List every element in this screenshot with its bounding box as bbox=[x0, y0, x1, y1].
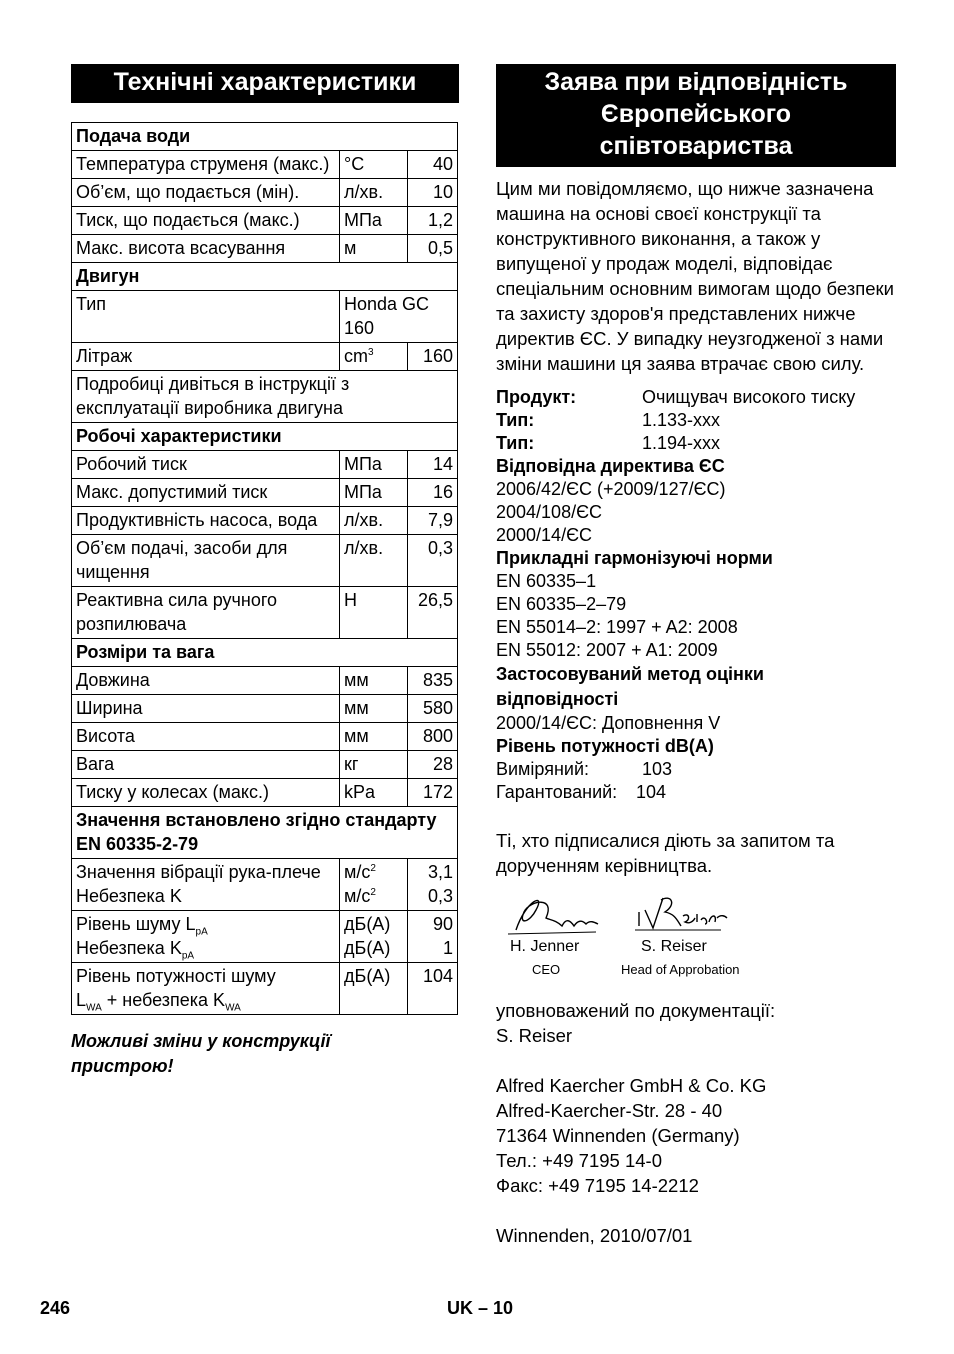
spec-row bbox=[72, 911, 458, 963]
spec-row bbox=[72, 779, 458, 807]
vibration-value: 3,1 bbox=[427, 862, 453, 882]
spec-section-row bbox=[72, 263, 458, 291]
norm-item: EN 55014–2: 1997 + A2: 2008 bbox=[496, 617, 738, 637]
signer2-role: Head of Approbation bbox=[621, 962, 740, 977]
spec-value: 800 bbox=[408, 723, 458, 751]
unit-text: Н bbox=[344, 590, 357, 610]
spec-label: Тиск, що подається (макс.) bbox=[72, 207, 340, 235]
spec-value: 10 bbox=[408, 179, 458, 207]
company-address bbox=[496, 1073, 896, 1198]
unit-text: cm bbox=[344, 346, 368, 366]
signer2-name: S. Reiser bbox=[641, 938, 707, 955]
declaration-intro: Цим ми повідомляємо, що нижче зазначена машина на основі своєї конструкції та конструктивного виконання, а також у випущеної у продаж моделі, відповідає спеціальним основним вимогам щодо безпеки та захисту здоров'я представлених нижче директив ЄС. У випадку неузгодженої з нами зміни машини ця заява втрачає свою силу. bbox=[496, 178, 894, 374]
spec-unit bbox=[340, 451, 408, 479]
spec-unit bbox=[340, 859, 408, 911]
spec-unit bbox=[340, 151, 408, 179]
unit-line: дБ(А) bbox=[344, 914, 391, 934]
address-line: Alfred Kaercher GmbH & Co. KG bbox=[496, 1075, 767, 1096]
spec-section-title: Значення встановлено згідно стандарту EN 60335-2-79 bbox=[72, 807, 458, 859]
spec-value: 0,3 bbox=[408, 535, 458, 587]
spec-row bbox=[72, 207, 458, 235]
label-text: Рівень шуму L bbox=[76, 914, 196, 934]
type-value-2: 1.194-xxx bbox=[642, 433, 721, 453]
spec-section-title: Подача води bbox=[72, 123, 458, 151]
directive-item: 2004/108/ЄС bbox=[496, 502, 603, 522]
spec-section-row bbox=[72, 807, 458, 859]
directive-item: 2000/14/ЄС bbox=[496, 525, 593, 545]
address-line: Факс: +49 7195 14-2212 bbox=[496, 1175, 699, 1196]
norms-heading: Прикладні гармонізуючі норми bbox=[496, 548, 773, 568]
unit-text: мм bbox=[344, 726, 369, 746]
method-heading: Застосовуваний метод оцінки відповідності bbox=[496, 664, 764, 709]
measured-label: Виміряний: bbox=[496, 759, 590, 779]
spec-unit: дБ(А) bbox=[340, 963, 408, 1015]
label-subscript: WA bbox=[225, 1002, 241, 1014]
spec-label: Об’єм подачі, засоби для чищення bbox=[72, 535, 340, 587]
spec-label: Робочий тиск bbox=[72, 451, 340, 479]
norm-item: EN 60335–2–79 bbox=[496, 594, 627, 614]
signers-text: Ті, хто підписалися діють за запитом та дорученням керівництва. bbox=[496, 830, 835, 876]
uncertainty-label: Небезпека K bbox=[76, 886, 182, 906]
spec-value: 160 bbox=[408, 343, 458, 371]
spec-label: Макс. висота всасування bbox=[72, 235, 340, 263]
spec-value: 40 bbox=[408, 151, 458, 179]
unit-text: л/хв. bbox=[344, 510, 384, 530]
spec-label: Тип bbox=[72, 291, 340, 343]
spec-unit bbox=[340, 779, 408, 807]
spec-unit bbox=[340, 507, 408, 535]
signer1-name: H. Jenner bbox=[510, 938, 580, 955]
spec-row bbox=[72, 507, 458, 535]
spec-value bbox=[408, 911, 458, 963]
spec-unit bbox=[340, 911, 408, 963]
label-text: + небезпека K bbox=[101, 990, 226, 1010]
sound-power-label: Рівень потужності шуму bbox=[76, 966, 276, 986]
spec-row bbox=[72, 667, 458, 695]
type-value-1: 1.133-xxx bbox=[642, 410, 721, 430]
spec-section-title: Розміри та вага bbox=[72, 639, 458, 667]
address-line: Тел.: +49 7195 14-0 bbox=[496, 1150, 662, 1171]
sound-power-formula bbox=[76, 988, 335, 1012]
norm-item: EN 55012: 2007 + A1: 2009 bbox=[496, 640, 718, 660]
spec-value bbox=[408, 859, 458, 911]
spec-row bbox=[72, 151, 458, 179]
spec-unit bbox=[340, 179, 408, 207]
product-value: Очищувач високого тиску bbox=[642, 387, 856, 407]
type-label: Тип: bbox=[496, 433, 535, 453]
spec-row bbox=[72, 451, 458, 479]
spec-label bbox=[72, 963, 340, 1015]
spec-row bbox=[72, 751, 458, 779]
address-line: 71364 Winnenden (Germany) bbox=[496, 1125, 740, 1146]
unit-text: м bbox=[344, 238, 357, 258]
product-label: Продукт: bbox=[496, 387, 577, 407]
unit-superscript: 2 bbox=[370, 863, 376, 874]
spec-value: 172 bbox=[408, 779, 458, 807]
spec-label: Ширина bbox=[72, 695, 340, 723]
spec-label bbox=[72, 859, 340, 911]
ec-declaration-heading: Заява при відповідність Європейського співтовариства bbox=[496, 64, 896, 167]
vibration-label: Значення вібрації рука-плече bbox=[76, 862, 321, 882]
unit-text: МПа bbox=[344, 482, 382, 502]
spec-label: Тиску у колесах (макс.) bbox=[72, 779, 340, 807]
page-section: UK – 10 bbox=[447, 1298, 514, 1318]
label-subscript: pA bbox=[181, 950, 195, 962]
spec-row bbox=[72, 371, 458, 423]
place-date: Winnenden, 2010/07/01 bbox=[496, 1225, 693, 1246]
spec-label: Температура струменя (макс.) bbox=[72, 151, 340, 179]
spec-label: Реактивна сила ручного розпилювача bbox=[72, 587, 340, 639]
measured-value: 103 bbox=[642, 759, 673, 779]
spec-section-title: Робочі характеристики bbox=[72, 423, 458, 451]
spec-row bbox=[72, 291, 458, 343]
noise-level-label bbox=[76, 912, 335, 936]
address-line: Alfred-Kaercher-Str. 28 - 40 bbox=[496, 1100, 723, 1121]
label-text: Небезпека K bbox=[76, 938, 182, 958]
spec-unit bbox=[340, 695, 408, 723]
spec-unit bbox=[340, 207, 408, 235]
spec-label: Висота bbox=[72, 723, 340, 751]
unit-line bbox=[344, 860, 403, 884]
signatures-block bbox=[496, 890, 896, 980]
spec-value: 7,9 bbox=[408, 507, 458, 535]
spec-unit bbox=[340, 723, 408, 751]
spec-value: 835 bbox=[408, 667, 458, 695]
signature-jenner bbox=[506, 890, 606, 977]
unit-text: м/с bbox=[344, 862, 371, 882]
unit-text: кг bbox=[344, 754, 359, 774]
spec-unit bbox=[340, 235, 408, 263]
unit-superscript: 2 bbox=[370, 887, 376, 898]
guaranteed-label: Гарантований: bbox=[496, 782, 618, 802]
spec-row bbox=[72, 235, 458, 263]
spec-value: 0,5 bbox=[408, 235, 458, 263]
spec-unit bbox=[340, 479, 408, 507]
spec-value: 28 bbox=[408, 751, 458, 779]
uncertainty-value: 0,3 bbox=[427, 886, 453, 906]
unit-line: дБ(А) bbox=[344, 938, 391, 958]
signature-reiser bbox=[621, 890, 751, 977]
signature-jenner-image bbox=[506, 890, 606, 938]
spec-label: Вага bbox=[72, 751, 340, 779]
spec-label: Літраж bbox=[72, 343, 340, 371]
unit-text: °C bbox=[344, 154, 365, 174]
unit-text: мм bbox=[344, 698, 369, 718]
spec-unit bbox=[340, 535, 408, 587]
spec-row bbox=[72, 695, 458, 723]
spec-label: Продуктивність насоса, вода bbox=[72, 507, 340, 535]
spec-section-row bbox=[72, 423, 458, 451]
signature-reiser-image bbox=[631, 890, 731, 938]
unit-text: МПа bbox=[344, 454, 382, 474]
spec-row bbox=[72, 963, 458, 1015]
directive-heading: Відповідна директива ЄС bbox=[496, 456, 725, 476]
unit-text: kPa bbox=[344, 782, 376, 802]
spec-row bbox=[72, 587, 458, 639]
spec-label: Макс. допустимий тиск bbox=[72, 479, 340, 507]
unit-text: МПа bbox=[344, 210, 382, 230]
spec-unit bbox=[340, 343, 408, 371]
unit-line bbox=[344, 884, 403, 908]
norm-item: EN 60335–1 bbox=[496, 571, 597, 591]
unit-text: л/хв. bbox=[344, 538, 384, 558]
spec-section-row bbox=[72, 123, 458, 151]
specs-table bbox=[71, 122, 458, 1015]
label-text: L bbox=[76, 990, 87, 1010]
ec-declaration-column bbox=[496, 64, 896, 1248]
unit-text: мм bbox=[344, 670, 369, 690]
spec-section-title: Двигун bbox=[72, 263, 458, 291]
spec-unit bbox=[340, 751, 408, 779]
spec-unit bbox=[340, 667, 408, 695]
spec-value: 1,2 bbox=[408, 207, 458, 235]
signer1-role: CEO bbox=[532, 962, 561, 977]
technical-data-heading: Технічні характеристики bbox=[71, 64, 459, 103]
spec-note-cell: Подробиці дивіться в інструкції з експлуатації виробника двигуна bbox=[72, 371, 458, 423]
spec-row bbox=[72, 179, 458, 207]
type-label: Тип: bbox=[496, 410, 535, 430]
spec-row bbox=[72, 859, 458, 911]
label-subscript: WA bbox=[86, 1002, 102, 1014]
technical-data-column bbox=[71, 64, 459, 1079]
unit-text: м/с bbox=[344, 886, 371, 906]
spec-value: 26,5 bbox=[408, 587, 458, 639]
spec-row bbox=[72, 479, 458, 507]
noise-level-value: 90 bbox=[432, 914, 453, 934]
spec-value: 14 bbox=[408, 451, 458, 479]
unit-text: л/хв. bbox=[344, 182, 384, 202]
guaranteed-value: 104 bbox=[636, 782, 667, 802]
unit-superscript: 3 bbox=[368, 347, 374, 358]
power-level-heading: Рівень потужності dB(A) bbox=[496, 736, 714, 756]
noise-uncertainty-label bbox=[76, 936, 335, 960]
directive-item: 2006/42/ЄС (+2009/127/ЄС) bbox=[496, 479, 726, 499]
spec-value: 580 bbox=[408, 695, 458, 723]
declaration-details bbox=[496, 386, 896, 804]
noise-uncertainty-value: 1 bbox=[442, 938, 453, 958]
label-subscript: pA bbox=[195, 926, 208, 938]
spec-row bbox=[72, 535, 458, 587]
spec-row bbox=[72, 723, 458, 751]
spec-value: 16 bbox=[408, 479, 458, 507]
spec-label bbox=[72, 911, 340, 963]
spec-label: Довжина bbox=[72, 667, 340, 695]
spec-unit bbox=[340, 587, 408, 639]
method-value: 2000/14/ЄС: Доповнення V bbox=[496, 713, 721, 733]
authorized-line: уповноважений по документації: bbox=[496, 1000, 776, 1021]
changes-note: Можливі зміни у конструкції пристрою! bbox=[71, 1031, 331, 1076]
spec-section-row bbox=[72, 639, 458, 667]
spec-value: 104 bbox=[408, 963, 458, 1015]
authorized-name: S. Reiser bbox=[496, 1025, 573, 1046]
spec-value: Honda GC 160 bbox=[340, 291, 458, 343]
spec-label: Об’єм, що подається (мін). bbox=[72, 179, 340, 207]
spec-row bbox=[72, 343, 458, 371]
page-number: 246 bbox=[40, 1298, 71, 1318]
